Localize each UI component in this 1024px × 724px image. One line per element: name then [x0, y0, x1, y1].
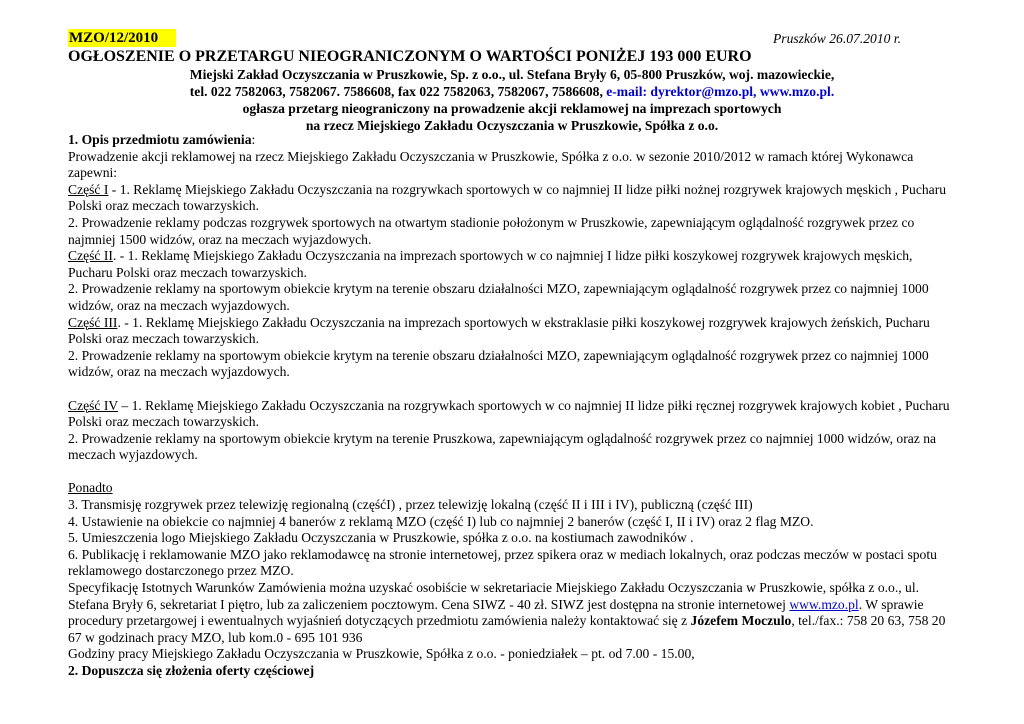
part-1-label: Część I	[68, 181, 109, 197]
organization-line: Miejski Zakład Oczyszczania w Pruszkowie, Sp. z o.o., ul. Stefana Bryły 6, 05-800 Pruszków, woj. mazowieckie,	[189, 67, 835, 82]
part-3-item-1: Część III. - 1. Reklamę Miejskiego Zakładu Oczyszczania na imprezach sportowych w ekstraklasie piłki koszykowej rozgrywek krajowych żeńskich, Pucharu Polski oraz meczach towarzyskich.	[68, 314, 930, 347]
part-4-item-1: Część IV – 1. Reklamę Miejskiego Zakładu Oczyszczania na rozgrywkach sportowych w co najmniej II lidze piłki ręcznej rozgrywek krajowych kobiet , Pucharu Polski oraz meczach towarzyskich.	[68, 397, 950, 430]
working-hours: Godziny pracy Miejskiego Zakładu Oczyszczania w Pruszkowie, Spółka z o.o. - poniedziałek – pt. od 7.00 - 15.00,	[68, 646, 695, 662]
ponadto-item-3: 3. Transmisję rozgrywek przez telewizję regionalną (częśćI) , przez telewizję lokalną (część II i III i IV), publiczną (część III)	[68, 497, 753, 513]
announcement-line-2: na rzecz Miejskiego Zakładu Oczyszczania w Pruszkowie, Spółka z o.o.	[305, 118, 719, 133]
siwz-paragraph: Specyfikację Istotnych Warunków Zamówienia można uzyskać osobiście w sekretariacie Miejskiego Zakładu Oczyszczania w Pruszkowie, spółka z o.o., ul. Stefana Bryły 6, sekretariat I piętro, lub za zaliczeniem pocztowym. Cena SIWZ - 40 zł. SIWZ jest dostępna na stronie internetowej www.mzo.pl. W sprawie procedury przetargowej i ewentualnych wyjaśnień dotyczących przedmiotu zamówienia należy kontaktować się z Józefem Moczulo, tel./fax.: 758 20 63, 758 20 67 w godzinach pracy MZO, lub kom.0 - 695 101 936	[68, 580, 946, 645]
contact-email-link[interactable]: e-mail: dyrektor@mzo.pl, www.mzo.pl.	[606, 84, 835, 99]
part-3-item-2: 2. Prowadzenie reklamy na sportowym obiekcie krytym na terenie obszaru działalności MZO, zapewniającym oglądalność rozgrywek przez co najmniej 1000 widzów, oraz na meczach wyjazdowych.	[68, 347, 929, 380]
part-2-label: Część II	[68, 248, 113, 264]
document-title: OGŁOSZENIE O PRZETARGU NIEOGRANICZONYM O WARTOŚCI PONIŻEJ 193 000 EURO	[68, 48, 752, 65]
website-link[interactable]: www.mzo.pl	[789, 596, 859, 612]
spacer	[68, 464, 958, 481]
part-2-item-2: 2. Prowadzenie reklamy na sportowym obiekcie krytym na terenie obszaru działalności MZO, zapewniającym oglądalność rozgrywek przez co najmniej 1000 widzów, oraz na meczach wyjazdowych.	[68, 281, 929, 313]
contact-phones: tel. 022 7582063, 7582067. 7586608, fax 022 7582063, 7582067, 7586608,	[189, 84, 607, 99]
part-4-label: Część IV	[68, 397, 118, 413]
section-1-intro: Prowadzenie akcji reklamowej na rzecz Miejskiego Zakładu Oczyszczania w Pruszkowie, Spółka z o.o. w sezonie 2010/2012 w ramach której Wykonawca zapewni:	[68, 148, 914, 181]
part-2-item-1: Część II. - 1. Reklamę Miejskiego Zakładu Oczyszczania na imprezach sportowych w co najmniej I lidze piłki koszykowej rozgrywek krajowych męskich, Pucharu Polski oraz meczach towarzyskich.	[68, 248, 913, 280]
document-body	[68, 132, 958, 680]
ponadto-item-5: 5. Umieszczenia logo Miejskiego Zakładu Oczyszczania w Pruszkowie, spółka z o.o. na kostiumach zawodników .	[68, 530, 694, 546]
contact-person: Józefem Moczulo	[690, 613, 792, 629]
part-4-item-2: 2. Prowadzenie reklamy na sportowym obiekcie krytym na terenie Pruszkowa, zapewniającym oglądalność rozgrywek przez co najmniej 1000 widzów, oraz na meczach wyjazdowych.	[68, 430, 937, 463]
section-1-heading: 1. Opis przedmiotu zamówienia:	[68, 132, 256, 147]
section-2-heading: 2. Dopuszcza się złożenia oferty częściowej	[68, 663, 315, 678]
reference-number: MZO/12/2010	[68, 29, 176, 47]
spacer	[68, 381, 958, 398]
ponadto-item-6: 6. Publikację i reklamowanie MZO jako reklamodawcę na stronie internetowej, przez spikera oraz w mediach lokalnych, oraz podczas meczów w postaci spotu reklamowego dostarczonego przez MZO.	[68, 546, 937, 579]
part-1-item-2: 2. Prowadzenie reklamy podczas rozgrywek sportowych na otwartym stadionie położonym w Pruszkowie, zapewniającym oglądalność rozgrywek przez co najmniej 1500 widzów, oraz na meczach wyjazdowych.	[68, 214, 915, 247]
contact-line	[0, 84, 1024, 100]
place-date: Pruszków 26.07.2010 r.	[772, 31, 901, 46]
announcement-line-1: ogłasza przetarg nieograniczony na prowadzenie akcji reklamowej na imprezach sportowych	[242, 101, 782, 116]
part-3-label: Część III	[68, 314, 118, 330]
ponadto-item-4: 4. Ustawienie na obiekcie co najmniej 4 banerów z reklamą MZO (część I) lub co najmniej 2 banerów (część I, II i IV) oraz 2 flag MZO.	[68, 513, 814, 529]
part-1-item-1: Część I - 1. Reklamę Miejskiego Zakładu Oczyszczania na rozgrywkach sportowych w co najmniej II lidze piłki nożnej rozgrywek krajowych męskich , Pucharu Polski oraz meczach towarzyskich.	[68, 181, 947, 214]
ponadto-heading: Ponadto	[68, 480, 113, 496]
